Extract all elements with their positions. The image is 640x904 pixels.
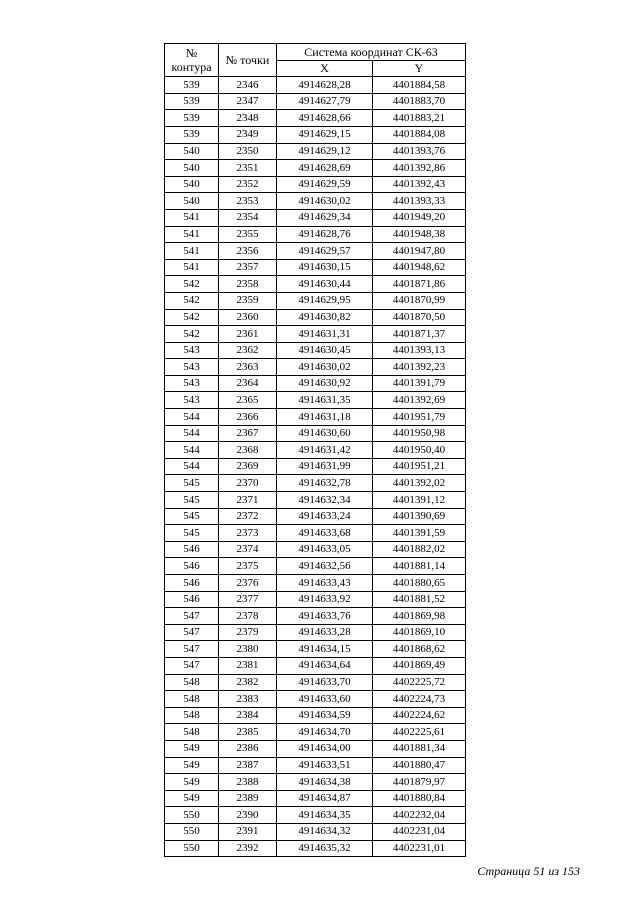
cell-contour: 547: [165, 624, 219, 641]
coordinates-table: [164, 43, 466, 857]
table-row: [165, 209, 466, 226]
cell-y: 4402224,73: [373, 691, 466, 708]
cell-contour: 545: [165, 492, 219, 509]
cell-contour: 550: [165, 807, 219, 824]
cell-contour: 548: [165, 691, 219, 708]
cell-contour: 548: [165, 724, 219, 741]
cell-x: 4914631,31: [277, 326, 373, 343]
table-row: [165, 77, 466, 94]
cell-y: 4401951,21: [373, 458, 466, 475]
cell-contour: 549: [165, 757, 219, 774]
cell-y: 4401391,59: [373, 525, 466, 542]
cell-contour: 547: [165, 641, 219, 658]
cell-y: 4401883,21: [373, 110, 466, 127]
cell-y: 4401948,62: [373, 259, 466, 276]
cell-contour: 545: [165, 525, 219, 542]
cell-contour: 543: [165, 375, 219, 392]
cell-contour: 547: [165, 657, 219, 674]
cell-y: 4401884,08: [373, 126, 466, 143]
table-row: [165, 309, 466, 326]
table-row: [165, 674, 466, 691]
page-number: Страница 51 из 153: [477, 864, 580, 878]
cell-x: 4914634,64: [277, 657, 373, 674]
cell-y: 4401950,98: [373, 425, 466, 442]
cell-point: 2357: [219, 259, 277, 276]
cell-y: 4401393,76: [373, 143, 466, 160]
cell-x: 4914630,44: [277, 276, 373, 293]
cell-contour: 544: [165, 458, 219, 475]
table-row: [165, 657, 466, 674]
cell-x: 4914634,59: [277, 707, 373, 724]
cell-point: 2347: [219, 93, 277, 110]
cell-point: 2383: [219, 691, 277, 708]
cell-point: 2346: [219, 77, 277, 94]
table-header: [165, 44, 466, 77]
cell-contour: 546: [165, 591, 219, 608]
cell-point: 2358: [219, 276, 277, 293]
cell-x: 4914634,38: [277, 774, 373, 791]
cell-point: 2363: [219, 359, 277, 376]
cell-y: 4401947,80: [373, 243, 466, 260]
cell-contour: 543: [165, 392, 219, 409]
table-row: [165, 757, 466, 774]
cell-point: 2362: [219, 342, 277, 359]
cell-x: 4914630,92: [277, 375, 373, 392]
table-row: [165, 508, 466, 525]
cell-y: 4401392,23: [373, 359, 466, 376]
cell-y: 4401879,97: [373, 774, 466, 791]
table-row: [165, 126, 466, 143]
table-row: [165, 458, 466, 475]
cell-point: 2365: [219, 392, 277, 409]
cell-y: 4401868,62: [373, 641, 466, 658]
header-point: № точки: [219, 44, 277, 77]
cell-x: 4914630,02: [277, 359, 373, 376]
cell-x: 4914630,45: [277, 342, 373, 359]
cell-x: 4914629,57: [277, 243, 373, 260]
table-row: [165, 840, 466, 857]
cell-y: 4402231,01: [373, 840, 466, 857]
cell-point: 2353: [219, 193, 277, 210]
cell-point: 2372: [219, 508, 277, 525]
table-row: [165, 624, 466, 641]
table-row: [165, 160, 466, 177]
cell-y: 4401871,37: [373, 326, 466, 343]
table-row: [165, 342, 466, 359]
cell-y: 4401948,38: [373, 226, 466, 243]
table-row: [165, 790, 466, 807]
table-body: [165, 77, 466, 857]
cell-x: 4914634,00: [277, 740, 373, 757]
cell-contour: 548: [165, 707, 219, 724]
cell-contour: 543: [165, 359, 219, 376]
cell-contour: 539: [165, 77, 219, 94]
cell-point: 2380: [219, 641, 277, 658]
cell-contour: 540: [165, 160, 219, 177]
header-coordinate-system: Система координат СК-63: [277, 44, 466, 61]
table-row: [165, 475, 466, 492]
cell-y: 4401870,50: [373, 309, 466, 326]
cell-point: 2360: [219, 309, 277, 326]
cell-contour: 540: [165, 176, 219, 193]
cell-contour: 539: [165, 126, 219, 143]
cell-y: 4401883,70: [373, 93, 466, 110]
cell-y: 4401884,58: [373, 77, 466, 94]
cell-x: 4914632,56: [277, 558, 373, 575]
cell-contour: 547: [165, 608, 219, 625]
cell-contour: 544: [165, 442, 219, 459]
cell-y: 4401391,79: [373, 375, 466, 392]
table-row: [165, 442, 466, 459]
cell-point: 2361: [219, 326, 277, 343]
table-row: [165, 541, 466, 558]
cell-x: 4914635,32: [277, 840, 373, 857]
cell-contour: 542: [165, 326, 219, 343]
cell-contour: 546: [165, 541, 219, 558]
cell-point: 2378: [219, 608, 277, 625]
cell-y: 4401869,98: [373, 608, 466, 625]
cell-x: 4914630,60: [277, 425, 373, 442]
cell-point: 2352: [219, 176, 277, 193]
table-row: [165, 276, 466, 293]
table-row: [165, 375, 466, 392]
cell-point: 2373: [219, 525, 277, 542]
cell-point: 2379: [219, 624, 277, 641]
table-row: [165, 176, 466, 193]
cell-contour: 545: [165, 508, 219, 525]
cell-point: 2351: [219, 160, 277, 177]
cell-point: 2377: [219, 591, 277, 608]
cell-contour: 549: [165, 774, 219, 791]
cell-x: 4914633,24: [277, 508, 373, 525]
cell-y: 4401870,99: [373, 292, 466, 309]
cell-point: 2349: [219, 126, 277, 143]
header-y: Y: [373, 60, 466, 77]
cell-contour: 546: [165, 558, 219, 575]
cell-contour: 544: [165, 425, 219, 442]
cell-y: 4401880,84: [373, 790, 466, 807]
table-row: [165, 193, 466, 210]
cell-y: 4401390,69: [373, 508, 466, 525]
cell-x: 4914630,02: [277, 193, 373, 210]
cell-x: 4914633,92: [277, 591, 373, 608]
table-row: [165, 425, 466, 442]
table-row: [165, 575, 466, 592]
cell-y: 4401950,40: [373, 442, 466, 459]
cell-x: 4914633,51: [277, 757, 373, 774]
table-row: [165, 558, 466, 575]
cell-contour: 550: [165, 840, 219, 857]
cell-point: 2385: [219, 724, 277, 741]
cell-point: 2391: [219, 823, 277, 840]
cell-x: 4914629,15: [277, 126, 373, 143]
header-x: X: [277, 60, 373, 77]
cell-contour: 549: [165, 790, 219, 807]
cell-y: 4401393,33: [373, 193, 466, 210]
cell-y: 4401869,10: [373, 624, 466, 641]
table-row: [165, 409, 466, 426]
cell-point: 2384: [219, 707, 277, 724]
table-row: [165, 243, 466, 260]
cell-x: 4914634,87: [277, 790, 373, 807]
cell-contour: 539: [165, 93, 219, 110]
cell-x: 4914628,69: [277, 160, 373, 177]
cell-point: 2356: [219, 243, 277, 260]
cell-y: 4401880,65: [373, 575, 466, 592]
cell-contour: 546: [165, 575, 219, 592]
cell-point: 2390: [219, 807, 277, 824]
cell-point: 2371: [219, 492, 277, 509]
cell-point: 2364: [219, 375, 277, 392]
cell-x: 4914629,95: [277, 292, 373, 309]
table-row: [165, 226, 466, 243]
cell-point: 2370: [219, 475, 277, 492]
cell-point: 2386: [219, 740, 277, 757]
cell-x: 4914628,76: [277, 226, 373, 243]
cell-contour: 543: [165, 342, 219, 359]
cell-point: 2368: [219, 442, 277, 459]
table-row: [165, 641, 466, 658]
table-row: [165, 326, 466, 343]
cell-contour: 541: [165, 243, 219, 260]
cell-y: 4402231,04: [373, 823, 466, 840]
cell-point: 2369: [219, 458, 277, 475]
cell-contour: 541: [165, 226, 219, 243]
cell-contour: 550: [165, 823, 219, 840]
cell-x: 4914629,34: [277, 209, 373, 226]
table-row: [165, 774, 466, 791]
cell-contour: 545: [165, 475, 219, 492]
cell-contour: 542: [165, 276, 219, 293]
table-row: [165, 292, 466, 309]
cell-x: 4914630,15: [277, 259, 373, 276]
cell-contour: 540: [165, 143, 219, 160]
cell-y: 4402224,62: [373, 707, 466, 724]
cell-contour: 548: [165, 674, 219, 691]
cell-contour: 541: [165, 209, 219, 226]
cell-x: 4914631,18: [277, 409, 373, 426]
cell-y: 4402225,61: [373, 724, 466, 741]
cell-x: 4914633,60: [277, 691, 373, 708]
cell-x: 4914629,59: [277, 176, 373, 193]
table-row: [165, 823, 466, 840]
table-row: [165, 93, 466, 110]
cell-y: 4401391,12: [373, 492, 466, 509]
table-row: [165, 608, 466, 625]
cell-x: 4914632,34: [277, 492, 373, 509]
cell-point: 2359: [219, 292, 277, 309]
cell-point: 2348: [219, 110, 277, 127]
cell-y: 4401880,47: [373, 757, 466, 774]
cell-x: 4914634,15: [277, 641, 373, 658]
cell-x: 4914632,78: [277, 475, 373, 492]
cell-x: 4914634,70: [277, 724, 373, 741]
cell-x: 4914633,28: [277, 624, 373, 641]
cell-point: 2392: [219, 840, 277, 857]
cell-contour: 539: [165, 110, 219, 127]
cell-x: 4914631,35: [277, 392, 373, 409]
cell-x: 4914628,28: [277, 77, 373, 94]
cell-point: 2350: [219, 143, 277, 160]
cell-x: 4914633,68: [277, 525, 373, 542]
cell-x: 4914633,05: [277, 541, 373, 558]
cell-point: 2354: [219, 209, 277, 226]
cell-x: 4914628,66: [277, 110, 373, 127]
cell-point: 2366: [219, 409, 277, 426]
cell-point: 2381: [219, 657, 277, 674]
cell-x: 4914627,79: [277, 93, 373, 110]
cell-y: 4401392,86: [373, 160, 466, 177]
cell-point: 2367: [219, 425, 277, 442]
table-row: [165, 492, 466, 509]
cell-point: 2387: [219, 757, 277, 774]
cell-x: 4914634,35: [277, 807, 373, 824]
cell-y: 4401392,02: [373, 475, 466, 492]
cell-y: 4401881,34: [373, 740, 466, 757]
cell-x: 4914633,76: [277, 608, 373, 625]
table-row: [165, 143, 466, 160]
table-row: [165, 259, 466, 276]
cell-point: 2355: [219, 226, 277, 243]
cell-point: 2388: [219, 774, 277, 791]
table-row: [165, 724, 466, 741]
cell-point: 2375: [219, 558, 277, 575]
cell-contour: 540: [165, 193, 219, 210]
cell-x: 4914631,42: [277, 442, 373, 459]
table-row: [165, 359, 466, 376]
table-row: [165, 707, 466, 724]
cell-x: 4914629,12: [277, 143, 373, 160]
cell-y: 4401881,14: [373, 558, 466, 575]
table-row: [165, 740, 466, 757]
cell-point: 2389: [219, 790, 277, 807]
cell-x: 4914633,70: [277, 674, 373, 691]
cell-point: 2382: [219, 674, 277, 691]
cell-y: 4402225,72: [373, 674, 466, 691]
cell-y: 4401392,43: [373, 176, 466, 193]
cell-x: 4914633,43: [277, 575, 373, 592]
cell-y: 4401392,69: [373, 392, 466, 409]
cell-x: 4914631,99: [277, 458, 373, 475]
cell-contour: 542: [165, 292, 219, 309]
table-row: [165, 525, 466, 542]
table-row: [165, 807, 466, 824]
cell-contour: 541: [165, 259, 219, 276]
table-row: [165, 691, 466, 708]
cell-x: 4914634,32: [277, 823, 373, 840]
cell-y: 4401869,49: [373, 657, 466, 674]
cell-y: 4401882,02: [373, 541, 466, 558]
cell-x: 4914630,82: [277, 309, 373, 326]
cell-contour: 544: [165, 409, 219, 426]
table-row: [165, 110, 466, 127]
table-row: [165, 591, 466, 608]
cell-y: 4402232,04: [373, 807, 466, 824]
cell-point: 2376: [219, 575, 277, 592]
cell-y: 4401871,86: [373, 276, 466, 293]
table-row: [165, 392, 466, 409]
cell-y: 4401393,13: [373, 342, 466, 359]
cell-point: 2374: [219, 541, 277, 558]
cell-contour: 542: [165, 309, 219, 326]
header-contour: № контура: [165, 44, 219, 77]
cell-y: 4401949,20: [373, 209, 466, 226]
cell-y: 4401951,79: [373, 409, 466, 426]
cell-contour: 549: [165, 740, 219, 757]
cell-y: 4401881,52: [373, 591, 466, 608]
